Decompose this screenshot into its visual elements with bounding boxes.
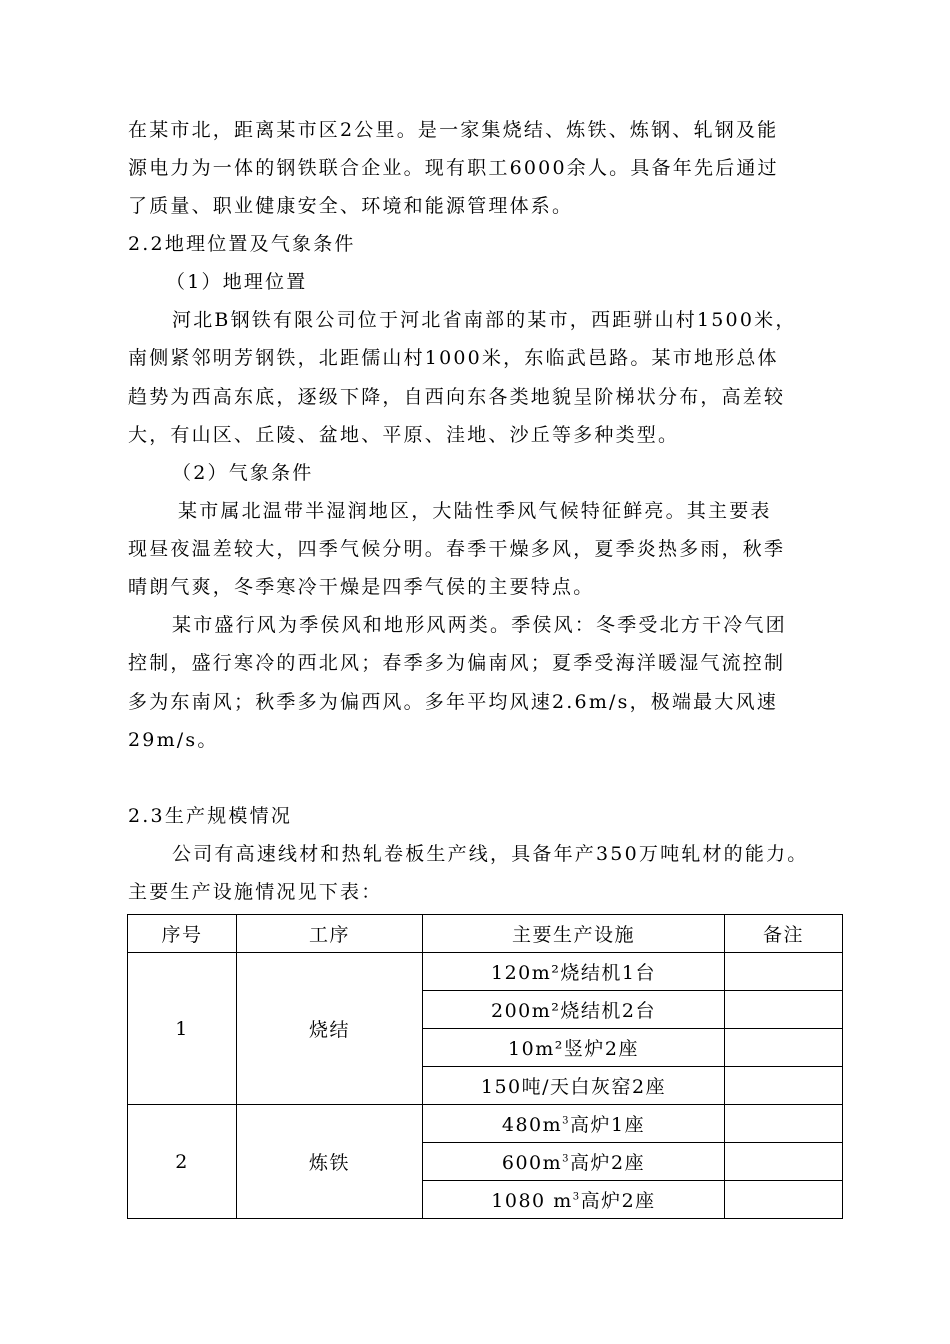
table-row <box>128 953 843 991</box>
cell-remarks <box>725 1029 843 1067</box>
subsection-heading: （1）地理位置 <box>166 271 308 293</box>
section-heading: 2.2地理位置及气象条件 <box>128 233 356 255</box>
cell-remarks <box>725 1067 843 1105</box>
cell-process: 烧结 <box>237 953 423 1105</box>
paragraph-line: 主要生产设施情况见下表： <box>128 881 383 903</box>
paragraph-line: 了质量、职业健康安全、环境和能源管理体系。 <box>128 195 574 217</box>
cell-facility: 120m²烧结机1台 <box>423 953 725 991</box>
paragraph-line: 南侧紧邻明芳钢铁，北距儒山村1000米，东临武邑路。某市地形总体 <box>128 347 779 369</box>
cell-remarks <box>725 1143 843 1181</box>
paragraph-line: 某市属北温带半湿润地区，大陆性季风气候特征鲜亮。其主要表 <box>178 500 772 522</box>
header-process: 工序 <box>237 915 423 953</box>
subsection-heading: （2）气象条件 <box>172 462 314 484</box>
cell-remarks <box>725 991 843 1029</box>
paragraph-line: 现昼夜温差较大，四季气候分明。春季干燥多风，夏季炎热多雨，秋季 <box>128 538 786 560</box>
paragraph-line: 河北B钢铁有限公司位于河北省南部的某市，西距骈山村1500米， <box>172 309 797 331</box>
paragraph-line: 在某市北，距离某市区2公里。是一家集烧结、炼铁、炼钢、轧钢及能 <box>128 119 779 141</box>
table-row <box>128 1105 843 1143</box>
cell-facility: $480m^3$高炉1座 <box>423 1105 725 1143</box>
table-header-row <box>128 915 843 953</box>
paragraph-line: 源电力为一体的钢铁联合企业。现有职工6000余人。具备年先后通过 <box>128 157 779 179</box>
paragraph-line: 晴朗气爽，冬季寒冷干燥是四季气侯的主要特点。 <box>128 576 595 598</box>
cell-facility: 150吨/天白灰窑2座 <box>423 1067 725 1105</box>
header-facilities: 主要生产设施 <box>423 915 725 953</box>
paragraph-line: 29m/s。 <box>128 729 219 751</box>
cell-facility: $600m^3$高炉2座 <box>423 1143 725 1181</box>
section-heading: 2.3生产规模情况 <box>128 805 293 827</box>
header-remarks: 备注 <box>725 915 843 953</box>
production-facilities-table <box>127 914 843 1219</box>
paragraph-line: 多为东南风；秋季多为偏西风。多年平均风速2.6m/s，极端最大风速 <box>128 691 778 713</box>
paragraph-line: 趋势为西高东底，逐级下降，自西向东各类地貌呈阶梯状分布，高差较 <box>128 386 786 408</box>
cell-no: 2 <box>128 1105 237 1219</box>
paragraph-line: 公司有高速线材和热轧卷板生产线，具备年产350万吨轧材的能力。 <box>172 843 809 865</box>
cell-remarks <box>725 1105 843 1143</box>
cell-remarks <box>725 1181 843 1219</box>
cell-facility: 200m²烧结机2台 <box>423 991 725 1029</box>
cell-facility: 10m²竖炉2座 <box>423 1029 725 1067</box>
paragraph-line: 某市盛行风为季侯风和地形风两类。季侯风：冬季受北方干冷气团 <box>172 614 787 636</box>
header-no: 序号 <box>128 915 237 953</box>
paragraph-line: 大，有山区、丘陵、盆地、平原、洼地、沙丘等多种类型。 <box>128 424 680 446</box>
cell-remarks <box>725 953 843 991</box>
cell-process: 炼铁 <box>237 1105 423 1219</box>
cell-no: 1 <box>128 953 237 1105</box>
paragraph-line: 控制，盛行寒冷的西北风；春季多为偏南风；夏季受海洋暖湿气流控制 <box>128 652 786 674</box>
cell-facility: 1080 $m^3$高炉2座 <box>423 1181 725 1219</box>
